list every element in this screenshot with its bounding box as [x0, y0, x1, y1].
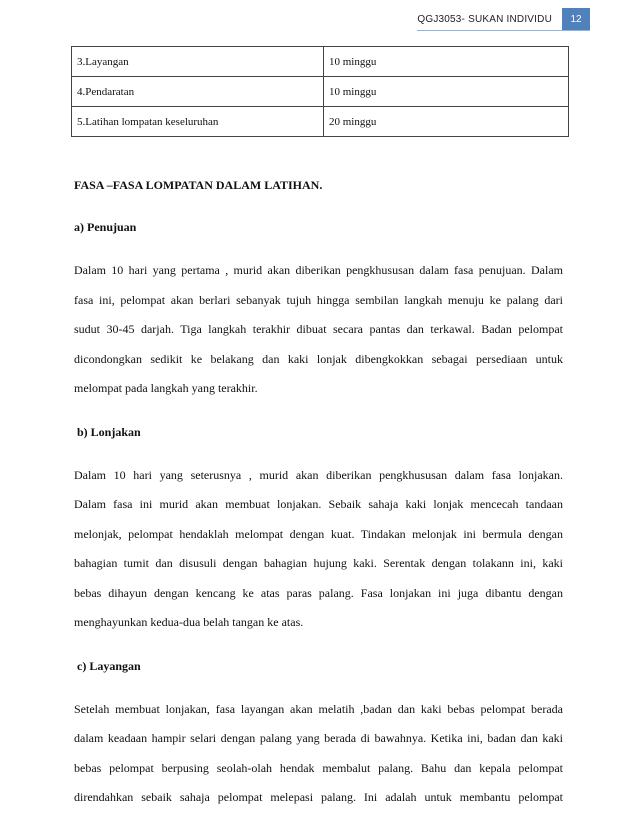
page-header — [417, 8, 590, 31]
text-line: melonjak, pelompat hendaklah melompat dengan kuat. Tindakan melonjak ini bermula dengan — [74, 526, 563, 541]
subsection-title-lonjakan: b) Lonjakan — [74, 424, 141, 439]
paragraph-penujuan — [74, 256, 563, 404]
paragraph-lonjakan — [74, 461, 563, 638]
text-line: bebas dihayun dengan kencang ke atas paras palang. Fasa lonjakan ini juga dibantu dengan — [74, 585, 563, 600]
text-line: Setelah membuat lonjakan, fasa layangan akan melatih ,badan dan kaki bebas pelompat berada — [74, 701, 563, 716]
page-number: 12 — [562, 8, 590, 30]
text-line: Dalam 10 hari yang seterusnya , murid akan diberikan pengkhususan dalam fasa lonjakan. — [74, 467, 563, 482]
text-line: dalam keadaan hampir selari dengan palang yang berada di bawahnya. Ketika ini, badan dan kaki — [74, 731, 563, 745]
text-line: bahagian tumit dan disusuli dengan bahagian hujung kaki. Serentak dengan tolakann ini, kaki — [74, 556, 563, 570]
document-body — [74, 172, 563, 828]
text-line: bebas pelompat berpusing seolah-olah hendak membalut palang. Bahu dan kepala pelompat — [74, 760, 563, 775]
text-line: fasa ini, pelompat akan berlari sebanyak tujuh hingga sembilan langkah menuju ke palang dari — [74, 292, 563, 307]
text-line: sudut 30-45 darjah. Tiga langkah terakhir dibuat secara pantas dan terkawal. Badan pelompat — [74, 322, 563, 336]
text-line: menghayunkan kedua-dua belah tangan ke atas. — [74, 615, 304, 629]
table-cell: 4.Pendaratan — [72, 77, 324, 107]
text-line: melompat pada langkah yang terakhir. — [74, 381, 258, 395]
duration-table — [71, 46, 569, 137]
table-row — [72, 107, 569, 137]
text-line: Dalam fasa ini murid akan membuat lonjakan. Sebaik sahaja kaki lonjak mencecah tandaan — [74, 497, 563, 511]
table-row — [72, 47, 569, 77]
table-cell: 10 minggu — [324, 77, 569, 107]
table-cell: 5.Latihan lompatan keseluruhan — [72, 107, 324, 137]
header-title: QGJ3053- SUKAN INDIVIDU — [417, 13, 552, 25]
subsection-title-penujuan: a) Penujuan — [74, 220, 137, 234]
table-cell: 3.Layangan — [72, 47, 324, 77]
table-cell: 20 minggu — [324, 107, 569, 137]
section-heading: FASA –FASA LOMPATAN DALAM LATIHAN. — [74, 178, 323, 192]
table-row — [72, 77, 569, 107]
text-line: dicondongkan sedikit ke belakang dan kaki lonjak dibengkokkan sebagai persediaan untuk — [74, 351, 563, 366]
text-line: direndahkan sebaik sahaja pelompat melepasi palang. Ini adalah untuk membantu pelompat — [74, 790, 563, 804]
text-line: Dalam 10 hari yang pertama , murid akan diberikan pengkhususan dalam fasa penujuan. Dalam — [74, 263, 563, 277]
subsection-title-layangan: c) Layangan — [74, 658, 141, 673]
table-cell: 10 minggu — [324, 47, 569, 77]
paragraph-layangan — [74, 695, 563, 813]
